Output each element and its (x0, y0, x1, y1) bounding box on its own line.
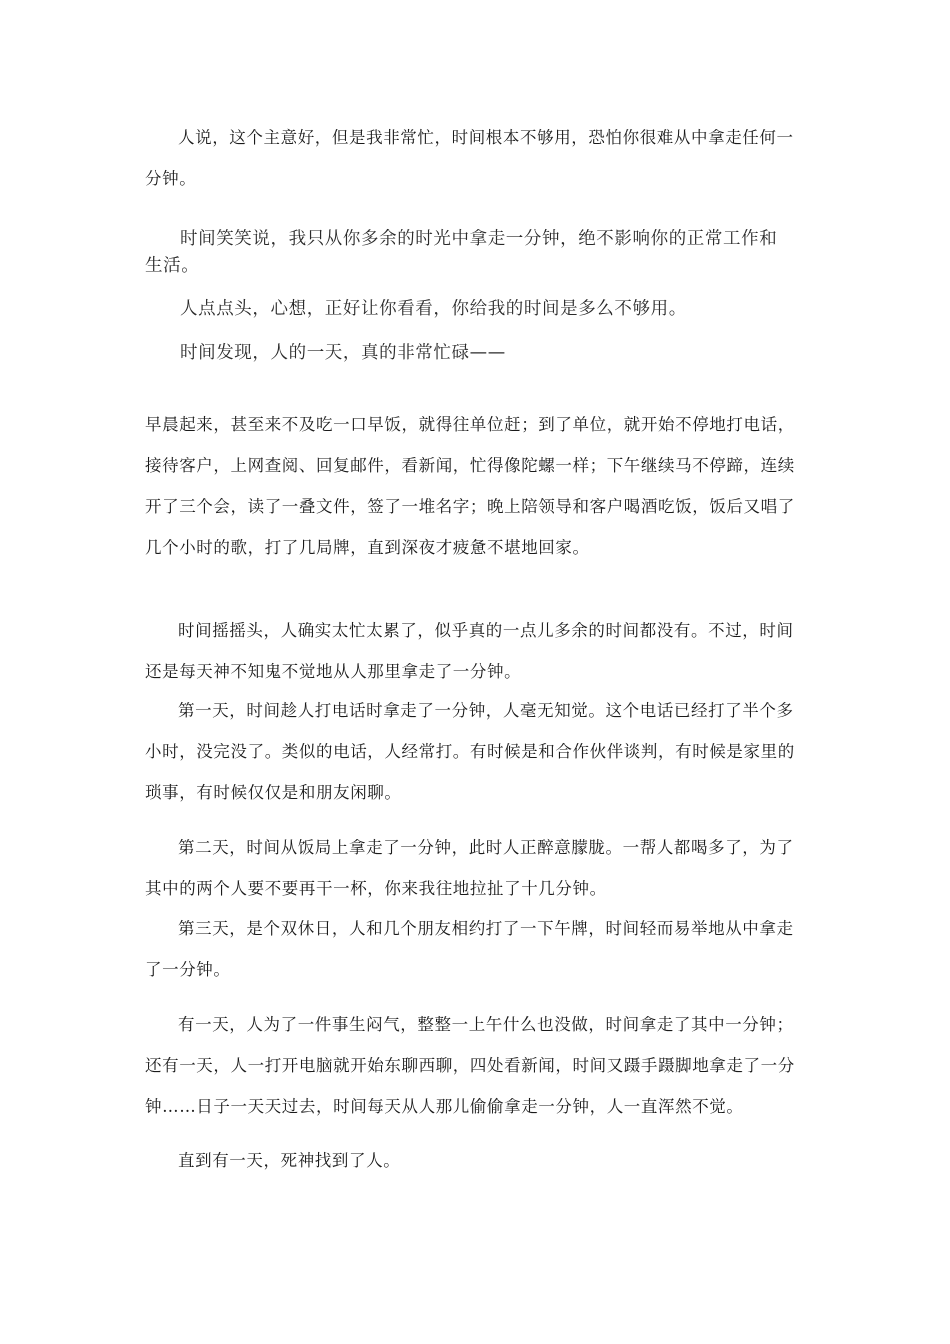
paragraph-6: 时间摇摇头，人确实太忙太累了，似乎真的一点儿多余的时间都没有。不过，时间还是每天神不知鬼不觉地从人那里拿走了一分钟。 (145, 621, 794, 681)
paragraph-1: 人说，这个主意好，但是我非常忙，时间根本不够用，恐怕你很难从中拿走任何一分钟。 (145, 128, 794, 188)
paragraph-11: 直到有一天，死神找到了人。 (178, 1151, 401, 1170)
paragraph-8: 第二天，时间从饭局上拿走了一分钟，此时人正醉意朦胧。一帮人都喝多了，为了其中的两个人要不要再干一杯，你来我往地拉扯了十几分钟。 (145, 838, 794, 898)
paragraph-2: 时间笑笑说，我只从你多余的时光中拿走一分钟，绝不影响你的正常工作和生活。 (145, 229, 778, 276)
paragraph-10: 有一天，人为了一件事生闷气，整整一上午什么也没做，时间拿走了其中一分钟；还有一天，人一打开电脑就开始东聊西聊，四处看新闻，时间又蹑手蹑脚地拿走了一分钟……日子一天天过去，时间每天从人那儿偷偷拿走一分钟，人一直浑然不觉。 (145, 1015, 795, 1116)
paragraph-5: 早晨起来，甚至来不及吃一口早饭，就得往单位赶；到了单位，就开始不停地打电话，接待客户，上网查阅、回复邮件，看新闻，忙得像陀螺一样；下午继续马不停蹄，连续开了三个会，读了一叠文件，签了一堆名字；晚上陪领导和客户喝酒吃饭，饭后又唱了几个小时的歌，打了几局牌，直到深夜才疲惫不堪地回家。 (145, 415, 795, 557)
paragraph-4: 时间发现，人的一天，真的非常忙碌—— (180, 343, 506, 363)
paragraph-7: 第一天，时间趁人打电话时拿走了一分钟，人毫无知觉。这个电话已经打了半个多小时，没完没了。类似的电话，人经常打。有时候是和合作伙伴谈判，有时候是家里的琐事，有时候仅仅是和朋友闲聊。 (145, 701, 795, 802)
paragraph-3: 人点点头，心想，正好让你看看，你给我的时间是多么不够用。 (180, 299, 687, 319)
paragraph-9: 第三天，是个双休日，人和几个朋友相约打了一下午牌，时间轻而易举地从中拿走了一分钟。 (145, 919, 794, 979)
